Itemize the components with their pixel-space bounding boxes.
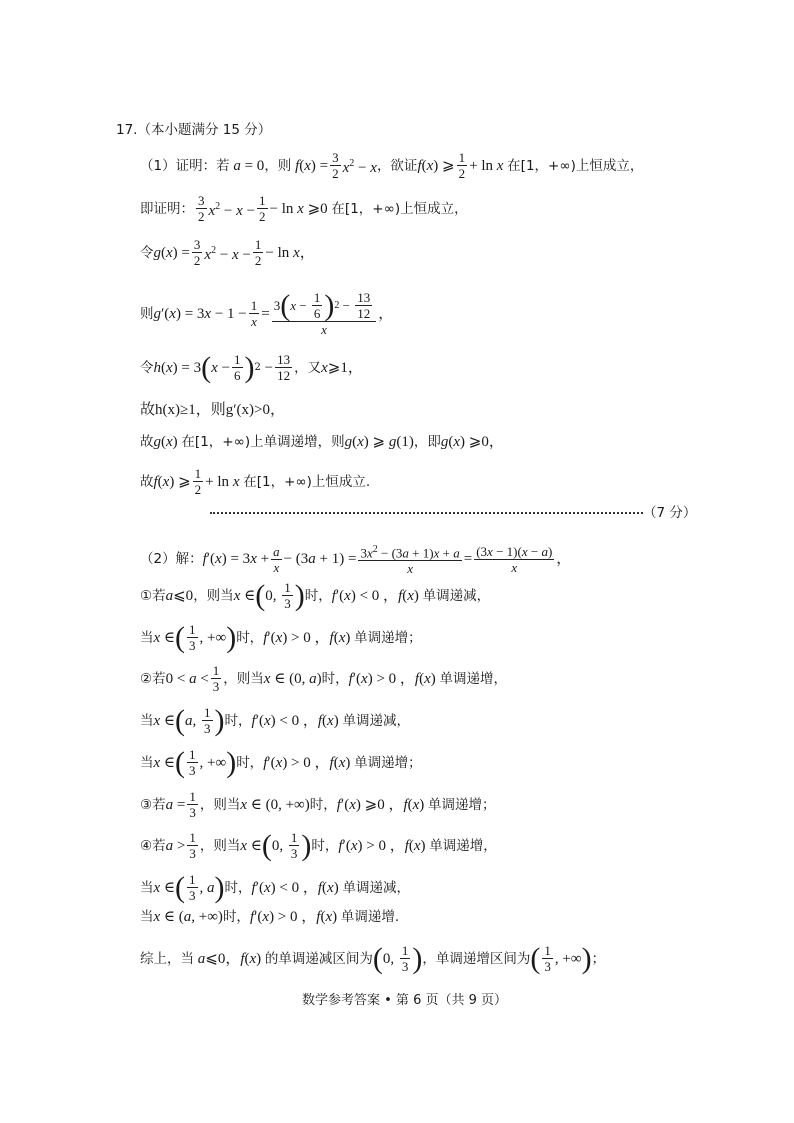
part1-line8: 故 f(x) ⩾ $\frac{1}{2}$ + ln x 在[1，+∞)上恒成立. <box>140 466 371 497</box>
score-leader-dots <box>210 506 643 514</box>
part1-line6: 故h(x)≥1，则g′(x)>0， <box>140 402 285 418</box>
case1-line: ①若 a⩽0 ，则当 x ∈ ( 0, $\frac{1}{3}$ ) 时， f′(x) < 0 ，f(x) 单调递减， <box>140 578 491 612</box>
part1-line5: 令 h(x) = 3 ( x − $\frac{1}{6}$ ) 2 − $\frac{13}{12}$ ，又 x⩾1， <box>140 350 363 384</box>
case4-line: 当 x ∈ ( a, $\frac{1}{3}$ ) 时， f′(x) < 0 ，f(x) 单调递减， <box>140 703 410 737</box>
part1-line4: 则 g′(x) = 3x − 1 − $\frac{1}{x}$ = 3 ( x − $\frac{1}{6}$ ) 2 − $\frac{13}{12}$ x ， <box>140 288 394 337</box>
part1-score: （7 分） <box>643 505 697 521</box>
problem-header: 17.（本小题满分 15 分） <box>116 122 272 138</box>
case6-line: ③若 a = $\frac{1}{3}$ ，则当 x ∈ (0, +∞) 时， f′(x) ⩾0 ，f(x) 单调递增； <box>140 789 496 820</box>
part1-line1: （1）证明：若 a = 0 ，则 f(x) = $\frac{3}{2}$ $x^2 - x$ ，欲证 f(x) ⩾ $\frac{1}{2}$ + ln x 在[1，+∞)上恒成立， <box>140 150 644 181</box>
case8-line: 当 x ∈ ( $\frac{1}{3}$ , a ) 时， f′(x) < 0 ，f(x) 单调递减， <box>140 870 410 904</box>
part1-line3: 令 g(x) = $\frac{3}{2}$ $x^2 - x$ − $\frac{1}{2}$ − ln x， <box>140 237 315 268</box>
part2-line1: （2）解： f′(x) = 3x + $\frac{a}{x}$ − (3a + 1) = $\frac{3x^2 - (3a + 1)x + a}{x}$ = $\frac{(3x - 1)(x - a)}{x}$ ， <box>140 543 572 577</box>
case7-line: ④若 a > $\frac{1}{3}$ ，则当 x ∈ ( 0, $\frac{1}{3}$ ) 时， f′(x) > 0 ，f(x) 单调递增， <box>140 828 497 862</box>
page-footer: 数学参考答案 • 第 6 页（共 9 页） <box>302 993 508 1008</box>
summary-line: 综上，当 a⩽0，f(x) 的单调递减区间为 ( 0, $\frac{1}{3}$ ) ，单调递增区间为 ( $\frac{1}{3}$ , +∞ ) ； <box>140 941 606 975</box>
case3-line: ②若 0 < a < $\frac{1}{3}$ ，则当 x ∈ (0, a) 时， f′(x) > 0 ，f(x) 单调递增， <box>140 663 508 694</box>
case2-line: 当 x ∈ ( $\frac{1}{3}$ , +∞ ) 时， f′(x) > 0 ，f(x) 单调递增； <box>140 620 422 654</box>
case5-line: 当 x ∈ ( $\frac{1}{3}$ , +∞ ) 时， f′(x) > 0 ，f(x) 单调递增； <box>140 745 422 779</box>
part1-line7: 故 g(x) 在[1，+∞)上单调递增，则 g(x) ⩾ g(1) ，即 g(x) ⩾0， <box>140 434 504 450</box>
part1-line2: 即证明： $\frac{3}{2}$ $x^2 - x$ − $\frac{1}{2}$ − ln x ⩾0 在[1，+∞)上恒成立， <box>140 193 468 224</box>
case9-line: 当 x ∈ (a, +∞) 时， f′(x) > 0 ，f(x) 单调递增. <box>140 909 400 925</box>
